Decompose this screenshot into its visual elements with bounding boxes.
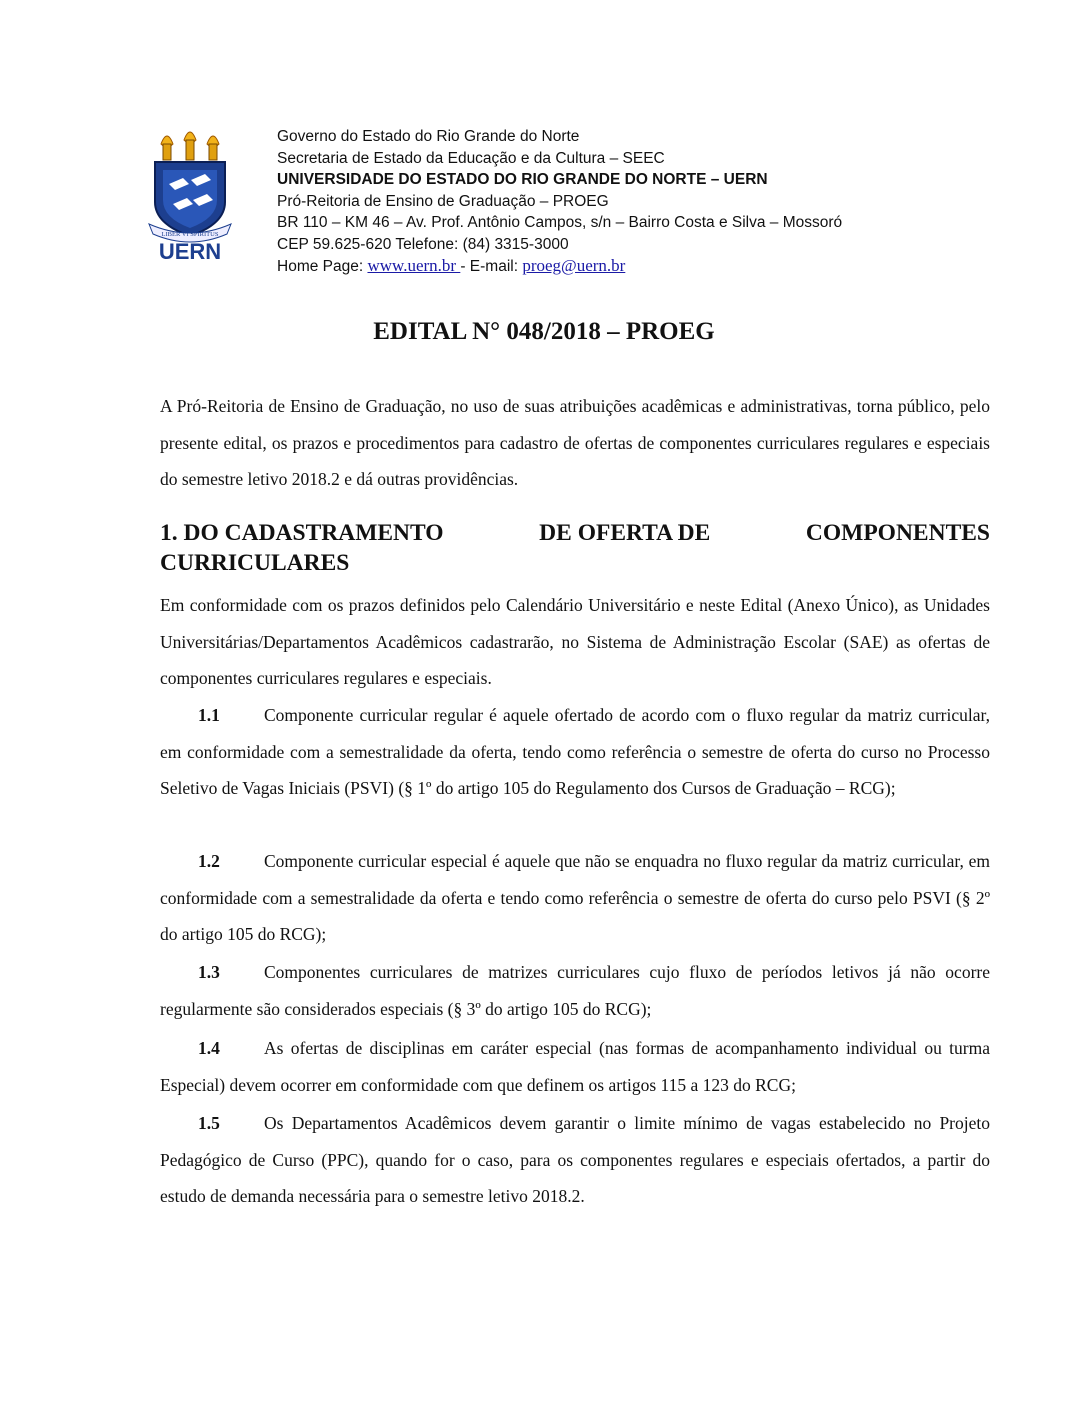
heading-line-2: CURRICULARES [160, 550, 350, 576]
item-1-5 [160, 1105, 990, 1215]
header-line-university: UNIVERSIDADE DO ESTADO DO RIO GRANDE DO NORTE – UERN [277, 171, 768, 188]
item-text: Os Departamentos Acadêmicos devem garantir o limite mínimo de vagas estabelecido no Projeto Pedagógico de Curso (PPC), quando for o caso, para os componentes regulares e especiais ofertados, a partir do estudo de demanda necessária para o semestre letivo 2018.2. [160, 1113, 990, 1206]
section-1-heading [160, 518, 990, 578]
item-text: As ofertas de disciplinas em caráter especial (nas formas de acompanhamento individual ou turma Especial) devem ocorrer em conformidade com que definem os artigos 115 a 123 do RCG; [160, 1038, 990, 1095]
homepage-label: Home Page: [277, 258, 368, 275]
intro-text: A Pró-Reitoria de Ensino de Graduação, no uso de suas atribuições acadêmicas e administrativas, torna público, pelo presente edital, os prazos e procedimentos para cadastro de ofertas de componentes curriculares regulares e especiais do semestre letivo 2018.2 e dá outras providências. [160, 396, 990, 489]
heading-part-3: COMPONENTES [805, 520, 990, 546]
logo-motto: LIBER VI SPIRITUS [161, 231, 219, 238]
homepage-link[interactable]: www.uern.br [367, 256, 461, 275]
item-number: 1.5 [198, 1113, 220, 1133]
header-line-government: Governo do Estado do Rio Grande do Norte [277, 128, 580, 145]
item-text: Componente curricular especial é aquele que não se enquadra no fluxo regular da matriz curricular, em conformidade com a semestralidade da oferta e tendo como referência o semestre de oferta do curso pelo PSVI (§ 2º do artigo 105 do RCG); [160, 851, 990, 944]
header-line-cep-phone: CEP 59.625-620 Telefone: (84) 3315-3000 [277, 235, 569, 253]
item-1-2 [160, 843, 990, 953]
header-line-proeg: Pró-Reitoria de Ensino de Graduação – PROEG [277, 192, 609, 210]
header-line-secretariat: Secretaria de Estado da Educação e da Cultura – SEEC [277, 149, 665, 167]
section-1-text: Em conformidade com os prazos definidos pelo Calendário Universitário e neste Edital (Anexo Único), as Unidades Universitárias/Departamentos Acadêmicos cadastrarão, no Sistema de Administração Escolar (SAE) as ofertas de componentes curriculares regulares e especiais. [160, 595, 990, 688]
heading-part-2: DE OFERTA DE [539, 520, 711, 546]
header-line-address: BR 110 – KM 46 – Av. Prof. Antônio Campos, s/n – Bairro Costa e Silva – Mossoró [277, 214, 843, 231]
institution-header [277, 126, 977, 278]
item-text: Componente curricular regular é aquele ofertado de acordo com o fluxo regular da matriz curricular, em conformidade com a semestralidade da oferta, tendo como referência o semestre de oferta do curso no Processo Seletivo de Vagas Iniciais (PSVI) (§ 1º do artigo 105 do Regulamento dos Cursos de Graduação – RCG); [160, 705, 990, 798]
item-1-4 [160, 1030, 990, 1103]
edital-title: EDITAL N° 048/2018 – PROEG [373, 318, 715, 345]
logo-wordmark: UERN [158, 239, 222, 262]
email-link[interactable]: proeg@uern.br [522, 256, 626, 275]
heading-part-1: 1. DO CADASTRAMENTO [160, 520, 444, 546]
uern-logo [143, 124, 237, 262]
header-line-contacts [277, 255, 977, 278]
section-1-paragraph [160, 587, 990, 697]
intro-paragraph [160, 388, 990, 498]
item-number: 1.1 [198, 705, 220, 725]
email-label: - E-mail: [460, 258, 523, 275]
item-1-3 [160, 954, 990, 1027]
item-number: 1.3 [198, 962, 220, 982]
item-number: 1.4 [198, 1038, 220, 1058]
item-number: 1.2 [198, 851, 220, 871]
item-1-1 [160, 697, 990, 807]
item-text: Componentes curriculares de matrizes curriculares cujo fluxo de períodos letivos já não ocorre regularmente são considerados especiais (§ 3º do artigo 105 do RCG); [160, 962, 990, 1019]
